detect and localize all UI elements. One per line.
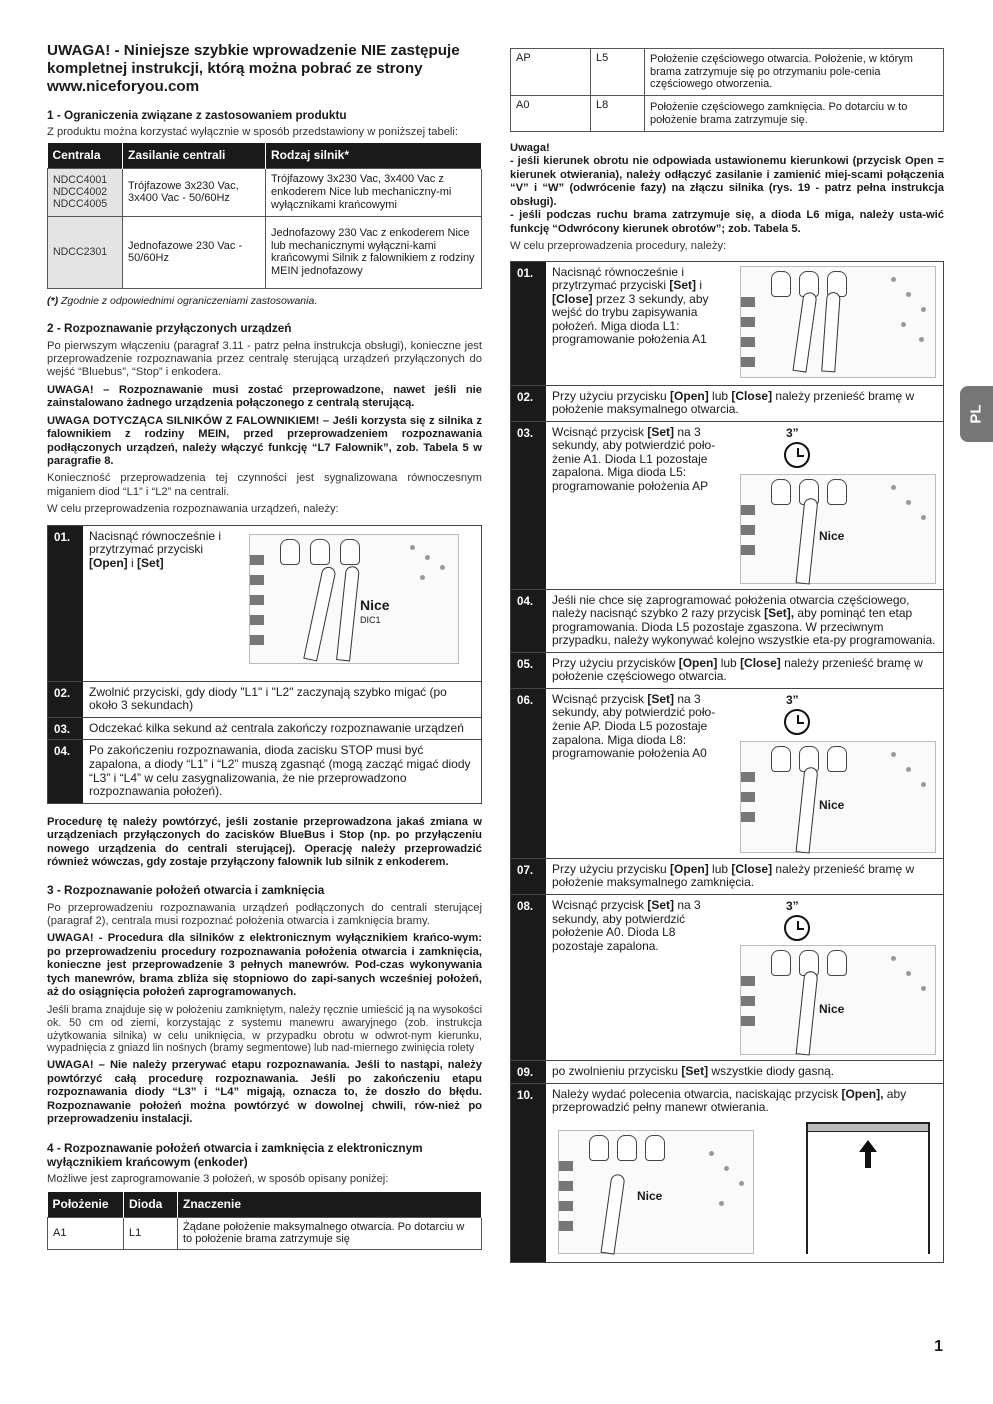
warning-paragraph: UWAGA! – Nie należy przerywać etapu rozpoznawania. Jeśli to nastąpi, należy powtórzyć całą procedurę rozpoznawania. Jeśli po zakończeniu etapu rozpoznawania diody “L3” i “L4” migają, oznacza to, że doszło do błędu. Rozpoznawanie położeń można powtórzyć w dowolnej chwili, rów-nież po przeprowadzeniu instalacji.: [47, 1059, 482, 1126]
footnote-text: Zgodnie z odpowiednimi ograniczeniami zastosowania.: [58, 294, 318, 307]
step-text-part: na 3 sekundy, aby potwierdzić poło-żenie A1. Dioda L1 pozostaje zapalona. Miga dioda L5: programowanie położenia AP: [552, 424, 716, 493]
control-board-illustration: [736, 895, 943, 1060]
step-row: [48, 740, 481, 802]
table-row: [48, 216, 482, 288]
step-number: 02.: [511, 386, 546, 421]
step-number: 03.: [511, 422, 546, 589]
step-text-part: Nacisnąć równocześnie i przytrzymać przyciski: [89, 528, 222, 557]
step-text-part: należy przenieść bramę w położenie częściowego otwarcia.: [552, 655, 923, 684]
hold-duration: 3”: [786, 425, 799, 440]
warning-paragraph: UWAGA! – Rozpoznawanie musi zostać przeprowadzone, nawet jeśli nie zainstalowano żadnego urządzenia połączonego z centralą sterującą.: [47, 383, 482, 410]
language-tab: [960, 386, 993, 442]
step-row: [511, 653, 943, 689]
section-1-intro: Z produktu można korzystać wyłącznie w sposób przedstawiony w poniższej tabeli:: [47, 125, 459, 138]
step-text-part: przez 3 sekundy, aby wejść do trybu zapisywania położeń. Miga dioda L1: programowanie położenia A1: [552, 291, 709, 347]
step-text: Odczekać kilka sekund aż centrala zakończy rozpoznawanie urządzeń: [89, 720, 464, 735]
clock-icon: [784, 915, 810, 941]
button-ref: [Set]: [137, 555, 164, 570]
section-4-intro: Możliwe jest zaprogramowanie 3 położeń, w sposób opisany poniżej:: [47, 1172, 389, 1185]
step-row: [511, 422, 943, 590]
button-ref: [Set]: [669, 278, 697, 293]
table-cell: A0: [511, 96, 591, 132]
board-brand: Nice: [360, 596, 390, 613]
section-1-heading: 1 - Ograniczenia związane z zastosowaniem produktu: [47, 107, 347, 122]
step-number: 02.: [48, 682, 83, 717]
button-ref: [Open]: [89, 555, 128, 570]
step-text-part: Jeśli nie chce się zaprogramować położenia otwarcia częściowego, należy nacisnąć szybko 2 razy przycisk: [552, 592, 910, 621]
step-text-part: Przy użyciu przycisku: [552, 388, 671, 403]
section-3-heading: 3 - Rozpoznawanie położeń otwarcia i zamknięcia: [47, 883, 325, 898]
table-header: Zasilanie centrali: [123, 143, 266, 168]
control-board-illustration: [736, 689, 943, 858]
step-text: [546, 895, 736, 1060]
button-ref: [Close]: [731, 861, 773, 876]
step-row: [511, 1061, 943, 1084]
step-text: [546, 262, 736, 385]
button-ref: [Set]: [681, 1063, 709, 1078]
step-text-part: i: [127, 555, 138, 570]
warning-paragraph: UWAGA DOTYCZĄCA SILNIKÓW Z FALOWNIKIEM! – Jeśli korzysta się z silnika z falownikiem z rodziny MEIN, przed przeprowadzeniem rozpoznawania podłączonych urządzeń, należy włączyć funkcję “L7 Falownik”, zob. Tabela 5 w paragrafie 8.: [47, 414, 482, 468]
table-cell: NDCC4001 NDCC4002 NDCC4005: [48, 168, 123, 216]
warning-paragraph: UWAGA! - Procedura dla silników z elektronicznym wyłącznikiem krańco-wym: po przeprowadzeniu procedury rozpoznawania położenia otwarcia i zamknięcia, konieczne jest przeprowadzenie 3 pełnych manewrów. Pod-czas wykonywania tych manewrów, brama zbliża się stopniowo do zapi-sanych wcześniej położeń, aż do osiągnięcia położeń zaprogramowanych.: [47, 932, 482, 999]
step-row: [48, 682, 481, 718]
step-text-part: i: [696, 278, 703, 293]
clock-icon: [784, 709, 810, 735]
button-ref: [Set]: [647, 691, 675, 706]
step-number: 05.: [511, 653, 546, 688]
step-row: [48, 718, 481, 741]
table-cell: Trójfazowy 3x230 Vac, 3x400 Vac z enkoderem Nice lub mechaniczny-mi wyłącznikami krańcowymi: [266, 168, 482, 216]
step-text-part: lub: [708, 861, 732, 876]
step-text-part: Wcisnąć przycisk: [552, 897, 648, 912]
table-cell: Położenie częściowego otwarcia. Położenie, w którym brama zatrzymuje się po otrzymaniu pole-cenia częściowego otworzenia.: [645, 49, 944, 96]
table-header: Centrala: [48, 143, 123, 168]
paragraph: Po pierwszym włączeniu (paragraf 3.11 - patrz pełna instrukcja obsługi), konieczne jest przeprowadzenie rozpoznawania przez centralę sterującą urządzeń przyłączonych do wejść “Bluebus”, “Stop” i enkodera.: [47, 339, 482, 379]
left-column: [47, 42, 482, 1256]
button-ref: [Open],: [841, 1086, 884, 1101]
usage-table: [47, 143, 482, 288]
step-row: [511, 859, 943, 895]
step-text: [546, 653, 943, 688]
button-ref: [Close]: [740, 655, 781, 670]
note-heading: Uwaga!: [510, 142, 550, 154]
positions-table: [47, 1192, 482, 1250]
step-text-part: lub: [717, 655, 741, 670]
table-row: [48, 168, 482, 216]
step-text: [546, 689, 736, 858]
positions-table-continued: [510, 48, 944, 132]
step-row: [511, 386, 943, 422]
step-text: [546, 1084, 943, 1119]
table-cell: AP: [511, 49, 591, 96]
step-text: [83, 526, 243, 681]
step-number: 01.: [511, 262, 546, 385]
step-text-part: lub: [708, 388, 732, 403]
paragraph: Konieczność przeprowadzenia tej czynności jest sygnalizowana równoczesnym miganiem diod “L1” i “L2” na centrali.: [47, 472, 482, 498]
step-row: [511, 1084, 943, 1262]
button-ref: [Close]: [552, 291, 593, 306]
table-cell: Jednofazowe 230 Vac - 50/60Hz: [123, 216, 266, 288]
note-paragraph: - jeśli podczas ruchu brama zatrzymuje się, a dioda L6 miga, należy usta-wić funkcję “Odwrócony kierunek obrotów”; zob. Tabela 5.: [510, 209, 944, 235]
step-number: 03.: [48, 718, 83, 740]
note-paragraph: - jeśli kierunek obrotu nie odpowiada ustawionemu kierunkowi (przycisk Open = kierunek otwierania), należy odłączyć zasilanie i zamienić miej-scami połączenia “V” i “W” (odwrócenie fazy) na złączu silnika (rys. 19 - patrz pełna instrukcja obsługi).: [510, 155, 944, 208]
step-row: [511, 895, 943, 1061]
step-text: [546, 590, 943, 652]
step-row: [511, 590, 943, 653]
step-text-part: na 3 sekundy, aby potwierdzić poło-żenie AP. Dioda L5 pozostaje zapalona. Miga dioda L8: programowanie położenia A0: [552, 691, 716, 761]
step-number: 08.: [511, 895, 546, 1060]
control-board-illustration: [558, 1130, 754, 1254]
page-number: 1: [934, 1338, 943, 1355]
step-number: 04.: [511, 590, 546, 652]
button-ref: [Set]: [647, 424, 675, 439]
step-text-part: Przy użyciu przycisków: [552, 655, 679, 670]
right-column: [510, 48, 944, 1275]
step-text-part: Wcisnąć przycisk: [552, 691, 648, 706]
step-number: 10.: [511, 1084, 546, 1262]
button-ref: [Open]: [678, 655, 718, 670]
board-brand: Nice: [819, 528, 845, 543]
page-title: UWAGA! - Niniejsze szybkie wprowadzenie NIE zastępuje kompletnej instrukcji, którą można pobrać ze strony www.niceforyou.com: [47, 42, 460, 95]
step-text-part: aby pominąć ten etap programowania. Dioda L5 pozostaje zgaszona. W przeciwnym przypadku, należy wykonywać kolejno wszystkie eta-py programowania.: [552, 606, 936, 648]
section-2-heading: 2 - Rozpoznawanie przyłączonych urządzeń: [47, 321, 292, 336]
table-cell: Jednofazowy 230 Vac z enkoderem Nice lub mechanicznymi wyłączni-kami krańcowymi Silnik z falownikiem z rodziny MEIN jednofazowy: [266, 216, 482, 288]
step-text-part: aby przeprowadzić pełny manewr otwierania.: [552, 1086, 907, 1115]
control-board-illustration: [736, 422, 943, 589]
table-footnote: [47, 295, 482, 308]
table-cell: NDCC2301: [48, 216, 123, 288]
section-4-heading: 4 - Rozpoznawanie położeń otwarcia i zamknięcia z elektronicznym wyłącznikiem krańcowym (enkoder): [47, 1140, 423, 1169]
table-cell: L1: [124, 1217, 178, 1249]
step-text: [546, 422, 736, 589]
table-cell: Położenie częściowego zamknięcia. Po dotarciu w to położenie brama zatrzymuje się.: [645, 96, 944, 132]
board-brand: Nice: [637, 1188, 663, 1203]
step-number: 01.: [48, 526, 83, 681]
step-text: [546, 859, 943, 894]
table-cell: Trójfazowe 3x230 Vac, 3x400 Vac - 50/60Hz: [123, 168, 266, 216]
step-text-part: należy przenieść bramę w położenie maksymalnego zamknięcia.: [552, 861, 915, 890]
table-row: [511, 49, 944, 96]
table-row: [48, 1217, 482, 1249]
hold-duration: 3”: [786, 692, 799, 707]
step-text-part: wszystkie diody gasną.: [708, 1063, 835, 1078]
footnote-mark: (*): [47, 294, 59, 307]
gate-opening-illustration: [806, 1122, 930, 1254]
table-cell: L8: [591, 96, 645, 132]
repeat-procedure-note: Procedurę tę należy powtórzyć, jeśli zostanie przeprowadzona jakaś zmiana w urządzeniach przyłączonych do zacisków BlueBus i Stop (np. po przyłączeniu nowego urządzenia do centrali sterującej). Operację należy przeprowadzić również wówczas, gdy zostaje przyłączony falownik lub silnik z enkoderem.: [47, 815, 482, 868]
arrow-up-icon: [858, 1138, 878, 1170]
step-text: [546, 386, 943, 421]
step-text: [546, 1061, 943, 1083]
step-text-part: po zwolnieniu przycisku: [552, 1063, 682, 1078]
control-board-illustration: [736, 262, 943, 385]
step-row: [511, 262, 943, 386]
step-text-part: Wcisnąć przycisk: [552, 424, 648, 439]
table-cell: A1: [48, 1217, 124, 1249]
board-model: DIC1: [360, 614, 381, 625]
button-ref: [Set],: [764, 606, 795, 621]
step-text-part: Należy wydać polecenia otwarcia, naciskając przycisk: [552, 1086, 842, 1101]
step-text-part: Nacisnąć równocześnie i przytrzymać przyciski: [552, 264, 685, 293]
board-brand: Nice: [819, 1001, 845, 1016]
table-cell: Żądane położenie maksymalnego otwarcia. Po dotarciu w to położenie brama zatrzymuje się: [178, 1217, 482, 1249]
step-text-part: należy przenieść bramę w położenie maksymalnego otwarcia.: [552, 388, 915, 417]
button-ref: [Close]: [731, 388, 773, 403]
step-text: Zwolnić przyciski, gdy diody "L1" i "L2" zaczynają szybko migać (po około 3 sekundach): [89, 684, 447, 713]
table-row: [511, 96, 944, 132]
control-board-illustration: [243, 526, 481, 681]
table-header: Rodzaj silnik*: [266, 143, 482, 168]
position-programming-steps: [510, 261, 944, 1263]
step-text-part: Przy użyciu przycisku: [552, 861, 671, 876]
step-number: 04.: [48, 740, 83, 802]
clock-icon: [784, 442, 810, 468]
paragraph: W celu przeprowadzenia rozpoznawania urządzeń, należy:: [47, 503, 339, 516]
table-header: Znaczenie: [178, 1192, 482, 1217]
table-header: Położenie: [48, 1192, 124, 1217]
button-ref: [Open]: [670, 388, 709, 403]
board-brand: Nice: [819, 797, 845, 812]
procedure-intro: W celu przeprowadzenia procedury, należy:: [510, 240, 727, 253]
step-number: 07.: [511, 859, 546, 894]
paragraph: Po przeprowadzeniu rozpoznawania urządzeń podłączonych do centrali sterującej (paragraf 2), centrala musi rozpoznać położenia otwarcia i zamknięcia bramy.: [47, 901, 482, 927]
button-ref: [Open]: [670, 861, 709, 876]
button-ref: [Set]: [647, 897, 675, 912]
step-text-part: na 3 sekundy, aby potwierdzić położenie A0. Dioda L8 pozostaje zapalona.: [552, 897, 701, 953]
step-text: Po zakończeniu rozpoznawania, dioda zacisku STOP musi być zapalona, a diody “L1” i “L2” muszą zgasnąć (mogą zacząć migać diody “L3” i “L4” w celu zasygnalizowania, że nie przeprowadzono rozpoznawania położeń).: [89, 743, 471, 799]
hold-duration: 3”: [786, 898, 799, 913]
step-row: [48, 526, 481, 682]
step-number: 06.: [511, 689, 546, 858]
step-number: 09.: [511, 1061, 546, 1083]
device-recognition-steps: [47, 525, 482, 804]
table-cell: L5: [591, 49, 645, 96]
paragraph: Jeśli brama znajduje się w położeniu zamkniętym, należy ręcznie umieścić ją na wysokości ok. 50 cm od ziemi, korzystając z systemu manewru awaryjnego (zob. instrukcja użytkowania silnika) w celu uniknięcia, w przypadku obrotu w odwrot-nym kierunku, wypadnięcia z gniazd lin nośnych (bramy segmentowe) lub nad-miernego zwinięcia rolety: [47, 1003, 482, 1055]
step-row: [511, 689, 943, 859]
table-header: Dioda: [124, 1192, 178, 1217]
language-tab-label: PL: [967, 404, 985, 424]
